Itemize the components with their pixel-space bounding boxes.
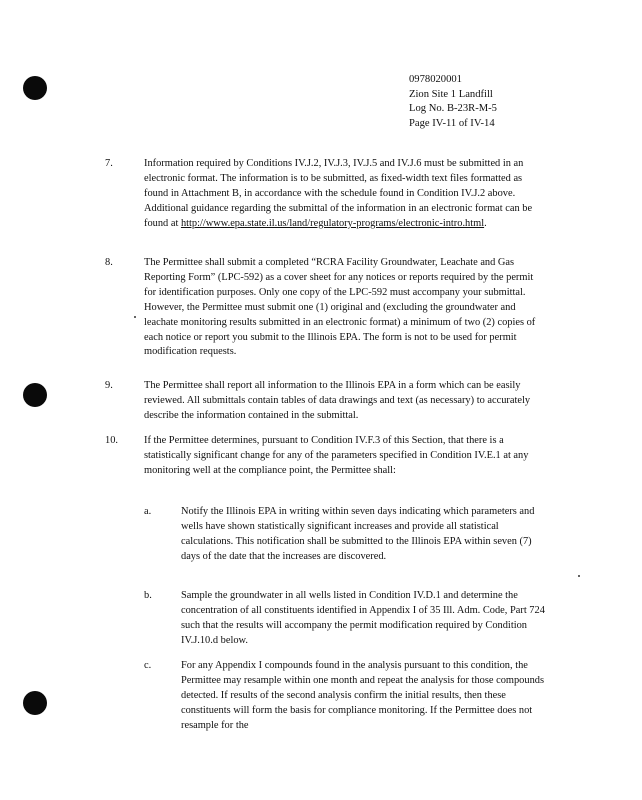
electronic-guidance-link[interactable]: http://www.epa.state.il.us/land/regulatory-programs/electronic-intro.html xyxy=(180,217,485,229)
condition-item-8 xyxy=(105,256,547,360)
subitem-letter: c. xyxy=(144,660,152,671)
subitem-letter: b. xyxy=(144,590,152,601)
condition-subitem-c xyxy=(144,659,549,734)
condition-subitem-a xyxy=(144,505,549,565)
item-number: 7. xyxy=(105,158,113,169)
item-text xyxy=(144,157,547,232)
header-doc-id: 0978020001 xyxy=(409,74,462,85)
punch-hole-top xyxy=(23,76,47,100)
scan-speck xyxy=(578,575,580,577)
condition-item-7 xyxy=(105,157,547,232)
item-text-end: . xyxy=(484,217,487,229)
header-site-name: Zion Site 1 Landfill xyxy=(409,88,493,100)
subitem-text: Sample the groundwater in all wells listed in Condition IV.D.1 and determine the concentration of all constituents identified in Appendix I of 35 Ill. Adm. Code, Part 724 such that the results will accompany the permit modification required by Condition IV.J.10.d below. xyxy=(181,590,545,646)
item-text: The Permittee shall submit a completed “RCRA Facility Groundwater, Leachate and Gas Reporting Form” (LPC-592) as a cover sheet for any notices or reports required by the permit for identification purposes. Only one copy of the LPC-592 must accompany your submittal. However, the Permittee must submit one (1) original and (excluding the groundwater and leachate monitoring results submitted in an electronic format) a minimum of two (2) copies of each notice or report you submit to the Illinois EPA. The form is not to be used for permit modification requests. xyxy=(144,257,536,358)
subitem-text: Notify the Illinois EPA in writing within seven days indicating which parameters and wells have shown statistically significant increases and provide all statistical calculations. This notification shall be submitted to the Illinois EPA within seven (7) days of the date that the increases are discovered. xyxy=(181,506,535,562)
item-number: 9. xyxy=(105,380,113,391)
punch-hole-bottom xyxy=(23,691,47,715)
item-text: If the Permittee determines, pursuant to Condition IV.F.3 of this Section, that there is a statistically significant change for any of the parameters specified in Condition IV.E.1 at any monitoring well at the compliance point, the Permittee shall: xyxy=(144,435,529,476)
header-page-number: Page IV-11 of IV-14 xyxy=(409,117,495,129)
header-log-number: Log No. B-23R-M-5 xyxy=(409,103,497,115)
subitem-text: For any Appendix I compounds found in the analysis pursuant to this condition, the Permittee may resample within one month and repeat the analysis for those compounds detected. If results of the second analysis confirm the initial results, then these constituents will form the basis for compliance monitoring. If the Permittee does not resample for the xyxy=(181,660,545,731)
item-number: 10. xyxy=(105,435,118,446)
punch-hole-middle xyxy=(23,383,47,407)
item-text: The Permittee shall report all information to the Illinois EPA in a form which can be easily reviewed. All submittals contain tables of data drawings and text (as necessary) to accurately describe the information contained in the submittal. xyxy=(144,380,531,421)
condition-item-10 xyxy=(105,434,547,479)
item-number: 8. xyxy=(105,257,113,268)
condition-subitem-b xyxy=(144,589,549,649)
document-header xyxy=(409,73,497,131)
condition-item-9 xyxy=(105,379,547,424)
item-text-part: Information required by Conditions IV.J.2, IV.J.3, IV.J.5 and IV.J.6 must be submitted in an electronic format. The information is to be submitted, as fixed-width text files formatted as found in Attachment B, in accordance with the schedule found in Condition IV.J.2 above. Additional guidance regarding the submittal of the information in an electronic format can be found at xyxy=(144,158,533,229)
subitem-letter: a. xyxy=(144,506,152,517)
